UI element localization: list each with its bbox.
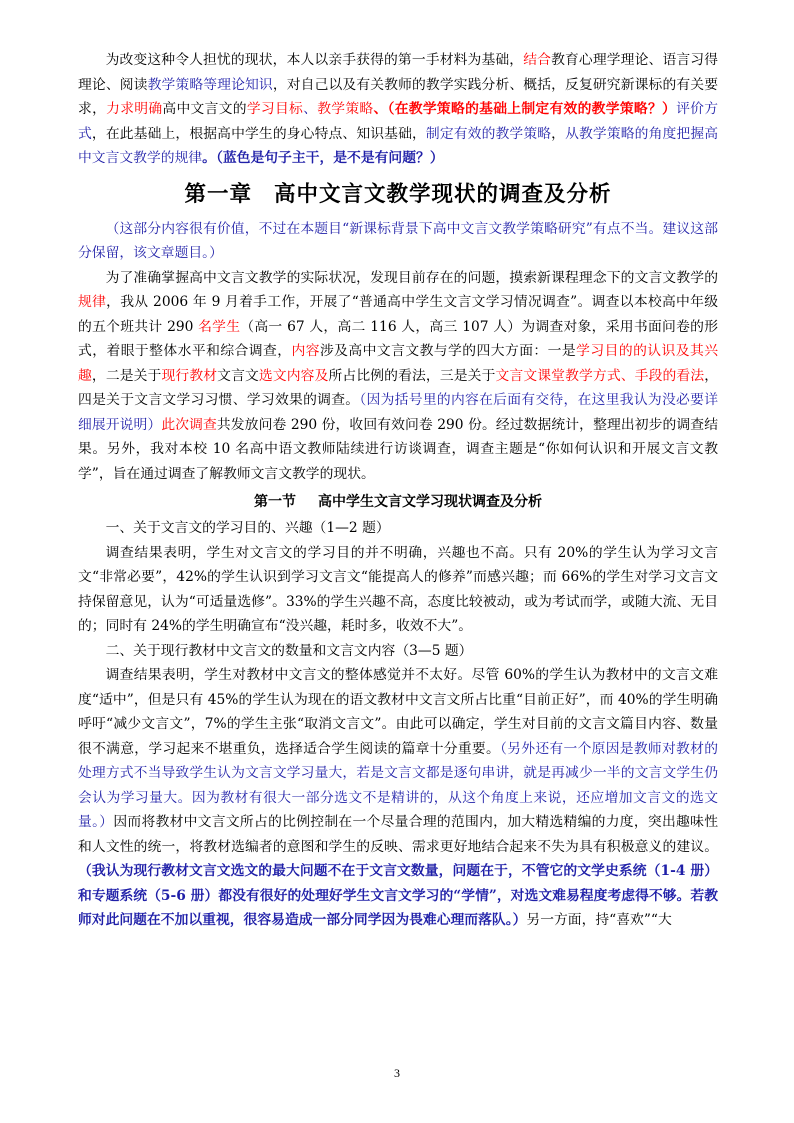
annotation-red: 、（在教学策略的基础上制定有效的教学策略？）: [373, 101, 677, 117]
text-run: 另一方面，持“喜欢”“大: [526, 912, 672, 928]
highlight-red: 此次调查: [161, 416, 217, 433]
highlight-red: 选文内容及: [258, 367, 329, 384]
section-title: 高中学生文言文学习现状调查及分析: [318, 494, 542, 510]
text-run: 文言文: [217, 367, 259, 384]
annotation-blue: 。（蓝色是句子主干，是不是有问题？）: [202, 150, 444, 166]
section-heading: [78, 488, 718, 516]
text-run: 所占比例的看法，三是关于: [328, 367, 496, 384]
highlight-red: 学习目标: [246, 101, 304, 117]
text-run: ，四是关于文言文学习习惯、学习效果的调查。: [78, 367, 719, 408]
highlight-red: 结合: [523, 52, 552, 68]
subheading-purpose: 一、关于文言文的学习目的、兴趣（1—2 题）: [105, 520, 390, 536]
text-run: 、: [303, 101, 318, 117]
text-run: 因而将教材中文言文所占的比例控制在一个尽量合理的范围内，加大精选精编的力度，突出趣味性和人文性的统一，将教材选编者的意图和学生的反映、需求更好地结合起来不失为具有积极意义的建议。: [78, 814, 718, 855]
highlight-blue: 制定有效的教学策略: [425, 125, 552, 142]
annotation-paragraph: （这部分内容很有价值，不过在本题目“新课标背景下高中文言文教学策略研究”有点不当。建议这部分保留，该文章题目。）: [78, 220, 718, 261]
highlight-blue: 评价方式: [78, 101, 719, 142]
annotation-blue: （因为括号里的内容在后面有交待，在这里我认为没必要详细展开说明）: [78, 392, 718, 433]
text-run: 为改变这种令人担忧的现状，本人以亲手获得的第一手材料为基础，: [105, 52, 524, 68]
highlight-red: 现行教材: [161, 367, 218, 384]
text-run: 共发放问卷 290 份，收回有效问卷 290 份。经过数据统计，整理出初步的调查结果。另外，我对本校 10 名高中语文教师陆续进行访谈调查，调查主题是“你如何认识和开展文言文教学”，旨在通过调查了解教师文言文教学的现状。: [78, 416, 718, 482]
paragraph-textbook: [78, 663, 718, 933]
highlight-red: 规律: [78, 294, 107, 310]
paragraph-intro: [78, 48, 718, 171]
chapter-title: 高中文言文教学现状的调查及分析: [274, 181, 612, 207]
text-run: （高一 67 人，高二 116 人，高三 107 人）为调查对象，采用书面问卷的形式，着眼于整体水平和综合调查，: [78, 318, 719, 359]
text-run: 为了准确掌握高中文言文教学的实际状况，发现目前存在的问题，摸索新课程理念下的文言文教学的: [105, 269, 718, 286]
text-run: 教育心理学理论、语言习得理论、阅读: [78, 52, 719, 93]
page-content: [78, 48, 718, 933]
highlight-red: 名学生: [198, 318, 241, 335]
page-number: 3: [394, 1066, 400, 1080]
text-run: 调查结果表明，学生对教材中文言文的整体感觉并不太好。尽管 60%的学生认为教材中的文言文难度“适中”，但是只有 45%的学生认为现在的语文教材中文言文所占比重“目前正好”，而 40%的学生明确呼吁“减少文言文”，7%的学生主张“取消文言文”。由此可以确定，学生对目前的文言文篇目内容、数量很不满意，学习起来不堪重负，选择适合学生阅读的篇章十分重要。: [78, 667, 718, 757]
chapter-heading: [78, 177, 718, 213]
text-run: ，对自己以及有关教师的教学实践分析、概括，反复研究新课标的有关要求，: [78, 76, 719, 117]
text-run: 高中文言文的: [162, 101, 247, 117]
section-number: 第一节: [254, 494, 296, 510]
highlight-red: 内容: [291, 343, 320, 359]
highlight-red: 教学策略: [317, 101, 374, 117]
chapter-number: 第一章: [184, 181, 252, 207]
text-run: ，二是关于: [91, 367, 162, 384]
text-run: ，在此基础上，根据高中学生的身心特点、知识基础，: [91, 125, 426, 142]
highlight-blue: 从教学策略的角度把握高中文言文教学的规律: [78, 125, 719, 166]
highlight-red: 文言文课堂教学方式、手段的看法: [495, 367, 705, 384]
highlight-red: 力求明确: [106, 101, 163, 117]
text-run: 涉及高中文言文教与学的四大方面：一是: [319, 343, 577, 359]
text-run: ，: [551, 125, 566, 142]
highlight-blue: 教学策略等理论知识: [147, 76, 273, 93]
annotation-blue: （另外还有一个原因是教师对教材的处理方式不当导致学生认为文言文学习量大，若是文言文都是逐句串讲，就是再减少一半的文言文学生仍会认为学习量大。因为教材有很大一部分选文不是精讲的，从这个角度上来说，还应增加文言文的选文量。）: [78, 740, 718, 830]
paragraph-survey: [78, 266, 718, 487]
paragraph-purpose: 调查结果表明，学生对文言文的学习目的并不明确，兴趣也不高。只有 20%的学生认为学习文言文“非常必要”，42%的学生认识到学习文言文“能提高人的修养”而感兴趣；而 66%的学生对学习文言文持保留意见，认为“可适量选修”。33%的学生兴趣不高，态度比较被动，或为考试而学，或随大流、无目的；同时有 24%的学生明确宣布“没兴趣，耗时多，收效不大”。: [78, 544, 718, 634]
subheading-textbook: 二、关于现行教材中文言文的数量和文言文内容（3—5 题）: [105, 642, 473, 659]
text-run: ，我从 2006 年 9 月着手工作，开展了“普通高中学生文言文学习情况调查”。调查以本校高中年级的五个班共计 290: [78, 294, 718, 335]
highlight-red: 学习目的的认识及其兴趣: [78, 343, 719, 384]
annotation-blue: （我认为现行教材文言文选文的最大问题不在于文言文数量，问题在于，不管它的文学史系统（1-4 册）和专题系统（5-6 册）都没有很好的处理好学生文言文学习的“学情”，对选文难易程度考虑得不够。若教师对此问题在不加以重视，很容易造成一部分同学因为畏难心理而落队。）: [78, 863, 718, 928]
